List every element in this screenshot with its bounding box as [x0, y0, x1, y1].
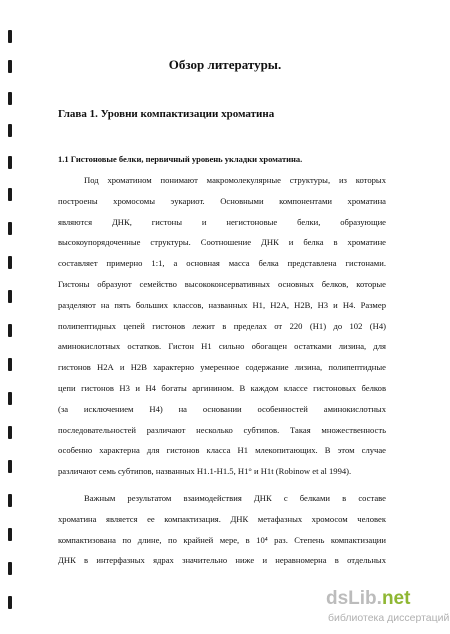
binding-mark: [8, 222, 12, 235]
text-line: Гистоны образуют семейство высококонсервативных основных белков, которые: [58, 278, 386, 289]
watermark: [326, 588, 450, 628]
text-line: (за исключением Н4) на основании особенностей аминокислотных: [58, 403, 386, 414]
text-line: высокоупорядоченные структуры. Соотношение ДНК и белка в хроматине: [58, 237, 386, 248]
binding-mark: [8, 494, 12, 507]
text-line: ДНК в интерфазных ядрах значительно ниже и неравномерна в отдельных: [58, 555, 386, 566]
binding-mark: [8, 156, 12, 169]
text-line: особенно характерна для гистонов класса Н1 млекопитающих. В этом случае: [58, 445, 386, 456]
text-line: хроматина является ее компактизация. ДНК метафазных хромосом человек: [58, 513, 386, 524]
binding-marks: [8, 0, 14, 634]
text-line: компактизована по длине, по крайней мере, в 10⁴ раз. Степень компактизации: [58, 534, 386, 545]
watermark-subtitle: библиотека диссертаций: [328, 612, 450, 624]
binding-mark: [8, 358, 12, 371]
binding-mark: [8, 460, 12, 473]
text-line: цепи гистонов Н3 и Н4 богаты аргинином. В каждом классе гистоновых белков: [58, 382, 386, 393]
binding-mark: [8, 92, 12, 105]
watermark-logo-prefix: dsLib.: [326, 588, 382, 609]
text-line: различают семь субтипов, названных Н1.1-Н1.5, Н1° и Н1t (Robinow et al 1994).: [58, 466, 352, 477]
text-line: Под хроматином понимают макромолекулярные структуры, из которых: [84, 175, 386, 185]
binding-mark: [8, 426, 12, 439]
binding-mark: [8, 596, 12, 609]
binding-mark: [8, 290, 12, 303]
binding-mark: [8, 324, 12, 337]
binding-mark: [8, 124, 12, 137]
binding-mark: [8, 30, 12, 43]
binding-mark: [8, 188, 12, 201]
body-text: [58, 170, 386, 571]
text-line: гистонов Н2А и Н2В характерно умеренное содержание лизина, полипептидные: [58, 362, 386, 373]
text-line: являются ДНК, гистоны и негистоновые белки, образующие: [58, 216, 386, 227]
binding-mark: [8, 528, 12, 541]
text-line: разделяют на пять больших классов, названных Н1, Н2А, Н2В, Н3 и Н4. Размер: [58, 299, 386, 310]
watermark-logo: [326, 588, 444, 610]
watermark-logo-suffix: net: [381, 588, 411, 609]
chapter-heading: Глава 1. Уровни компактизации хроматина: [58, 108, 275, 120]
text-line: составляет примерно 1:1, а основная масса белка представлена гистонами.: [58, 258, 386, 269]
binding-mark: [8, 392, 12, 405]
text-line: аминокислотных остатков. Гистон Н1 сильно обогащен остатками лизина, для: [58, 341, 386, 352]
binding-mark: [8, 562, 12, 575]
text-line: последовательностей различают несколько субтипов. Такая множественность: [58, 424, 386, 435]
text-line: полипептидных цепей гистонов лежит в пределах от 220 (Н1) до 102 (Н4): [58, 320, 386, 331]
binding-mark: [8, 256, 12, 269]
section-heading: 1.1 Гистоновые белки, первичный уровень укладки хроматина.: [58, 154, 303, 164]
text-line: построены хромосомы эукариот. Основными компонентами хроматина: [58, 195, 386, 206]
text-line: Важным результатом взаимодействия ДНК с белками в составе: [84, 492, 386, 503]
page-title: Обзор литературы.: [168, 57, 282, 72]
